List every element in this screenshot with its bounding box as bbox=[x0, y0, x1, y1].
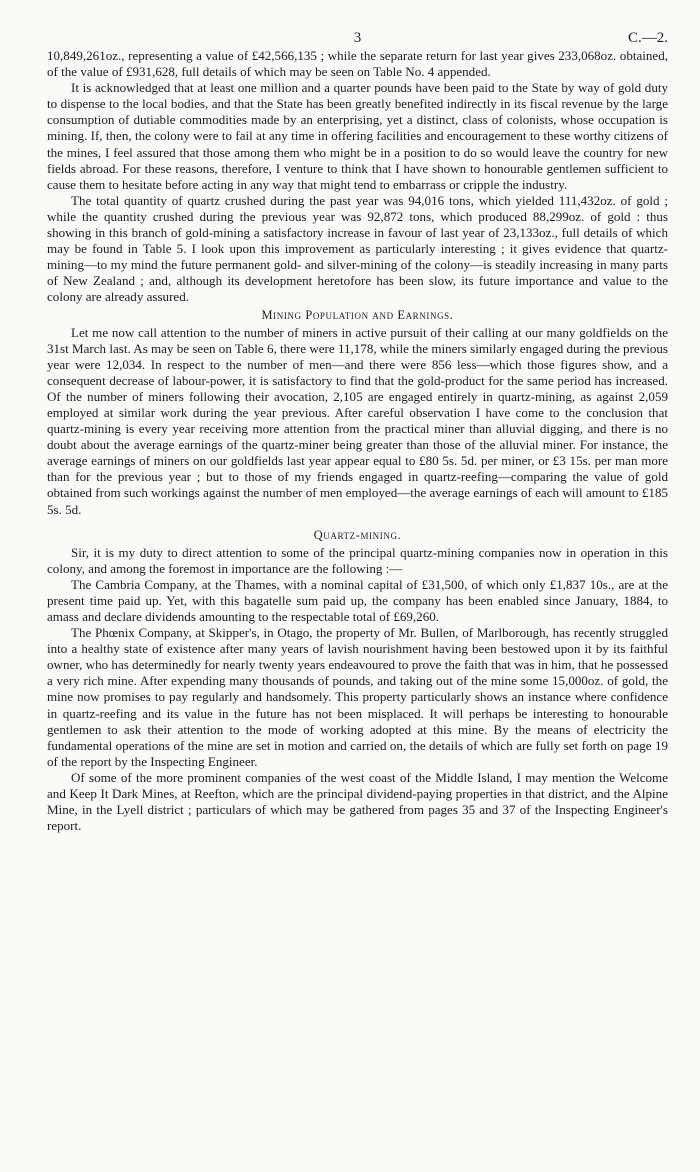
paragraph-quartz-crushed: The total quantity of quartz crushed during the past year was 94,016 tons, which yielded 111,432oz. of gold ; while the quantity crushed during the previous year was 92,872 tons, which produced 88,299oz. of gold : thus showing in this branch of gold-mining a satisfactory increase in favour of last year of 23,133oz., full details of which may be found in Table 5. I look upon this improvement as particularly interesting ; it gives evidence that quartz-mining—to my mind the future permanent gold- and silver-mining of the colony—is steadily increasing in many parts of New Zealand ; and, although its development heretofore has been slow, its future importance and value to the colony are already assured. bbox=[47, 192, 668, 305]
page-header bbox=[47, 26, 668, 48]
section-heading-mining-population: Mining Population and Earnings. bbox=[261, 307, 454, 322]
section-heading-quartz-mining: Quartz-mining. bbox=[313, 527, 402, 542]
paragraph-gold-duty: It is acknowledged that at least one million and a quarter pounds have been paid to the State by way of gold duty to dispense to the local bodies, and that the State has been greatly benefited indirectly in its fiscal revenue by the large consumption of dutiable commodities made by an enterprising, yet a distinct, class of colonists, whose occupation is mining. If, then, the colony were to fail at any time in offering facilities and encouragement to these worthy citizens of the mines, I feel assured that those among them who might be in a position to do so would leave the country for new fields abroad. For these reasons, therefore, I venture to think that I have shown to honourable gentlemen sufficient to cause them to hesitate before acting in any way that might tend to embarrass or cripple the industry. bbox=[47, 80, 668, 192]
page-number: 3 bbox=[353, 30, 362, 46]
paragraph-west-coast-companies: Of some of the more prominent companies of the west coast of the Middle Island, I may mention the Welcome and Keep It Dark Mines, at Reefton, which are the principal dividend-paying properties in that district, and the Alpine Mine, in the Lyell district ; particulars of which may be gathered from pages 35 and 37 of the Inspecting Engineer's report. bbox=[47, 769, 668, 834]
body-text bbox=[47, 48, 668, 834]
paragraph-phoenix-company: The Phœnix Company, at Skipper's, in Otago, the property of Mr. Bullen, of Marlborough, has recently struggled into a healthy state of existence after many years of lavish nourishment having been bestowed upon it by its faithful owner, who has determinedly for nearly twenty years endeavoured to prove the faith that was in him, that he possessed a very rich mine. After expending many thousands of pounds, and taking out of the mine some 15,000oz. of gold, the mine now promises to pay regularly and handsomely. This property particularly shows an instance where confidence in quartz-reefing and its value in the future has not been misplaced. It will perhaps be interesting to honourable gentlemen to ask their attention to the mode of working adopted at this mine. By the means of electricity the fundamental operations of the mine are set in motion and carried on, the details of which are fully set forth on page 19 of the report by the Inspecting Engineer. bbox=[47, 625, 668, 769]
document-reference: C.—2. bbox=[627, 30, 668, 46]
paragraph-principal-companies: Sir, it is my duty to direct attention to some of the principal quartz-mining companies now in operation in this colony, and among the foremost in importance are the following :— bbox=[47, 544, 668, 576]
paragraph-continued: 10,849,261oz., representing a value of £42,566,135 ; while the separate return for last year gives 233,068oz. obtained, of the value of £931,628, full details of which may be seen on Table No. 4 appended. bbox=[47, 48, 668, 80]
paragraph-cambria-company: The Cambria Company, at the Thames, with a nominal capital of £31,500, of which only £1,837 10s., are at the present time paid up. Yet, with this bagatelle sum paid up, the company has been enabled since January, 1884, to amass and declare dividends amounting to the respectable total of £69,260. bbox=[47, 576, 668, 624]
paragraph-miners-number: Let me now call attention to the number of miners in active pursuit of their calling at our many goldfields on the 31st March last. As may be seen on Table 6, there were 11,178, while the miners similarly engaged during the previous year were 12,034. In respect to the number of men—and there were 856 less—which those figures show, and a consequent decrease of labour-power, it is satisfactory to find that the gold-product for the same period has increased. Of the number of miners following their avocation, 2,105 are engaged entirely in quartz-mining, as against 2,059 employed at similar work during the year previous. After careful observation I have come to the conclusion that quartz-mining is every year receiving more attention from the practical miner than alluvial digging, and there is no doubt about the average earnings of the quartz-miner being greater than those of the alluvial miner. For instance, the average earnings of miners on our goldfields last year appear equal to £80 5s. 5d. per miner, or £3 15s. per man more than for the previous year ; but to those of my friends engaged in quartz-reefing—comparing the value of gold obtained from such workings against the number of men employed—the average earnings of each will amount to £185 5s. 5d. bbox=[47, 324, 668, 517]
